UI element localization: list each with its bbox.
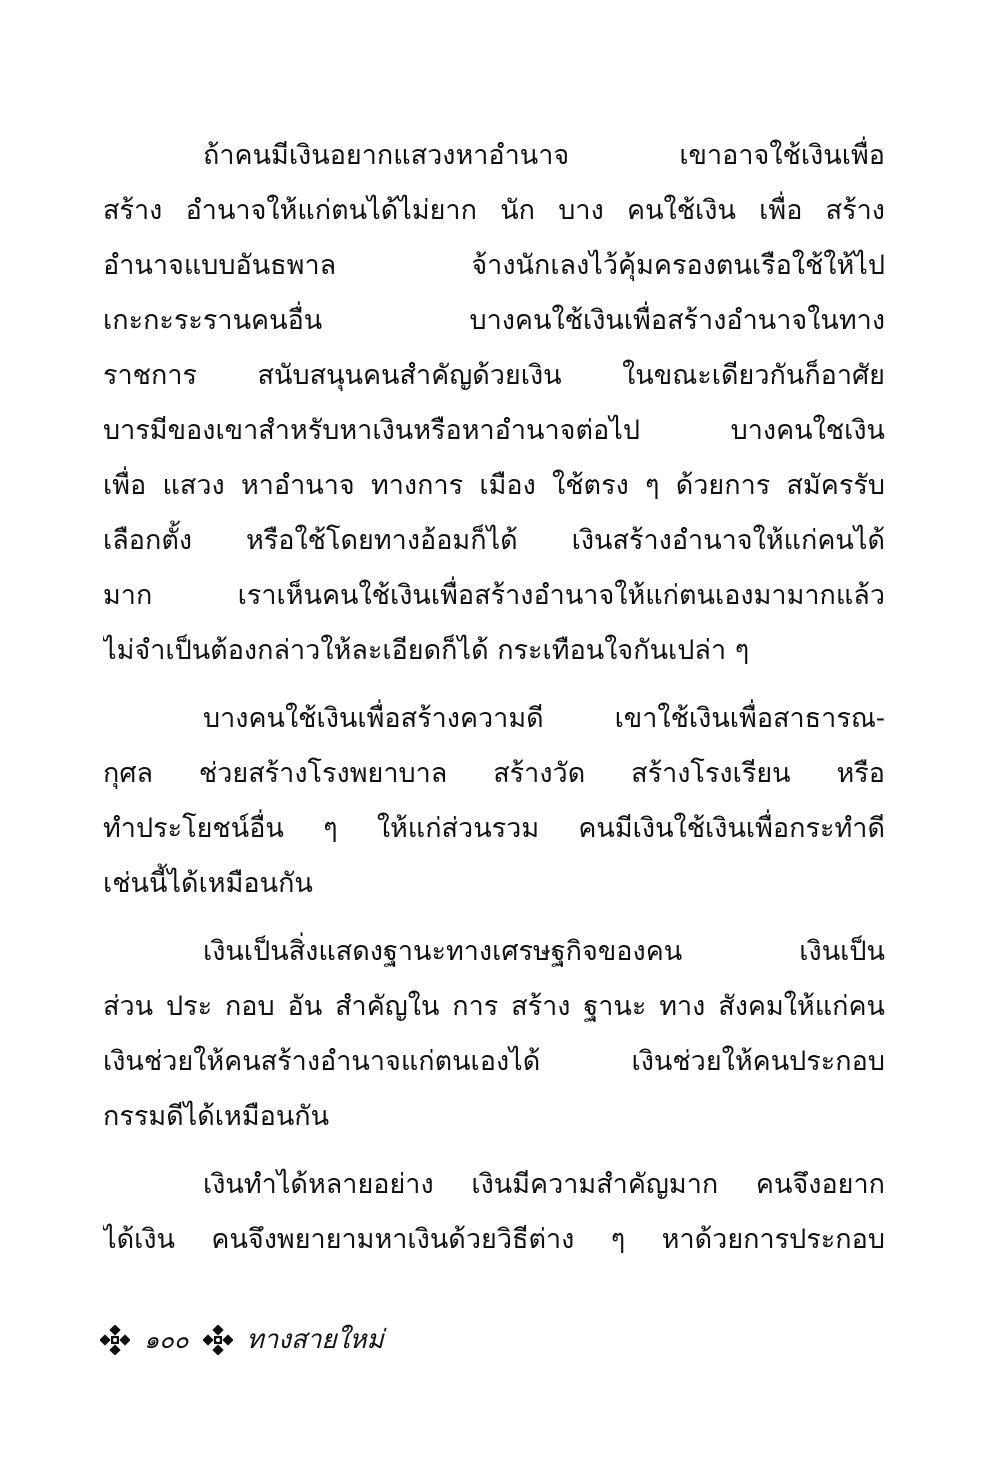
text-line: เช่นนี้ได้เหมือนกัน	[103, 868, 313, 899]
book-title: ทางสายใหม่	[246, 1325, 384, 1355]
text-line: เกะกะระรานคนอื่น บางคนใช้เงินเพื่อสร้างอำนาจในทาง	[103, 305, 885, 336]
text-line: ส่วน ประ กอบ อัน สำคัญใน การ สร้าง ฐานะ ทาง สังคมให้แก่คน	[103, 991, 885, 1022]
paragraph-4	[103, 1157, 885, 1267]
page-number: ๑๐๐	[144, 1326, 189, 1354]
paragraph-1	[103, 128, 885, 678]
text-line: ได้เงิน คนจึงพยายามหาเงินด้วยวิธีต่าง ๆ หาด้วยการประกอบ	[103, 1224, 885, 1255]
paragraph-3	[103, 924, 885, 1144]
text-line: เงินช่วยให้คนสร้างอำนาจแก่ตนเองได้ เงินช่วยให้คนประกอบ	[103, 1046, 885, 1077]
flower-ornament-icon	[100, 1325, 130, 1355]
text-line: ราชการ สนับสนุนคนสำคัญด้วยเงิน ในขณะเดียวกันก็อาศัย	[103, 360, 885, 391]
text-line: อำนาจแบบอันธพาล จ้างนักเลงไว้คุ้มครองตนเรือใช้ให้ไป	[103, 250, 885, 281]
text-line: เพื่อ แสวง หาอำนาจ ทางการ เมือง ใช้ตรง ๆ ด้วยการ สมัครรับ	[103, 470, 885, 501]
text-line: กรรมดีได้เหมือนกัน	[103, 1101, 330, 1132]
text-line: เงินเป็นสิ่งแสดงฐานะทางเศรษฐกิจของคน เงินเป็น	[203, 936, 885, 967]
text-line: ทำประโยชน์อื่น ๆ ให้แก่ส่วนรวม คนมีเงินใช้เงินเพื่อกระทำดี	[103, 813, 885, 844]
text-line: บารมีของเขาสำหรับหาเงินหรือหาอำนาจต่อไป บางคนใชเงิน	[103, 415, 885, 446]
body-text	[103, 128, 885, 1280]
text-line: ถ้าคนมีเงินอยากแสวงหาอำนาจ เขาอาจใช้เงินเพื่อ	[203, 140, 885, 171]
paragraph-2	[103, 691, 885, 911]
text-line: บางคนใช้เงินเพื่อสร้างความดี เขาใช้เงินเพื่อสาธารณ-	[203, 703, 885, 734]
text-line: สร้าง อำนาจให้แก่ตนได้ไม่ยาก นัก บาง คนใช้เงิน เพื่อ สร้าง	[103, 195, 885, 226]
text-line: มาก เราเห็นคนใช้เงินเพื่อสร้างอำนาจให้แก่ตนเองมามากแล้ว	[103, 580, 885, 611]
text-line: กุศล ช่วยสร้างโรงพยาบาล สร้างวัด สร้างโรงเรียน หรือ	[103, 758, 885, 789]
flower-ornament-icon	[203, 1325, 233, 1355]
page-footer	[100, 1320, 384, 1360]
text-line: เงินทำได้หลายอย่าง เงินมีความสำคัญมาก คนจึงอยาก	[203, 1169, 885, 1200]
text-line: ไม่จำเป็นต้องกล่าวให้ละเอียดก็ได้ กระเทือนใจกันเปล่า ๆ	[103, 635, 750, 666]
text-line: เลือกตั้ง หรือใช้โดยทางอ้อมก็ได้ เงินสร้างอำนาจให้แก่คนได้	[103, 525, 885, 556]
